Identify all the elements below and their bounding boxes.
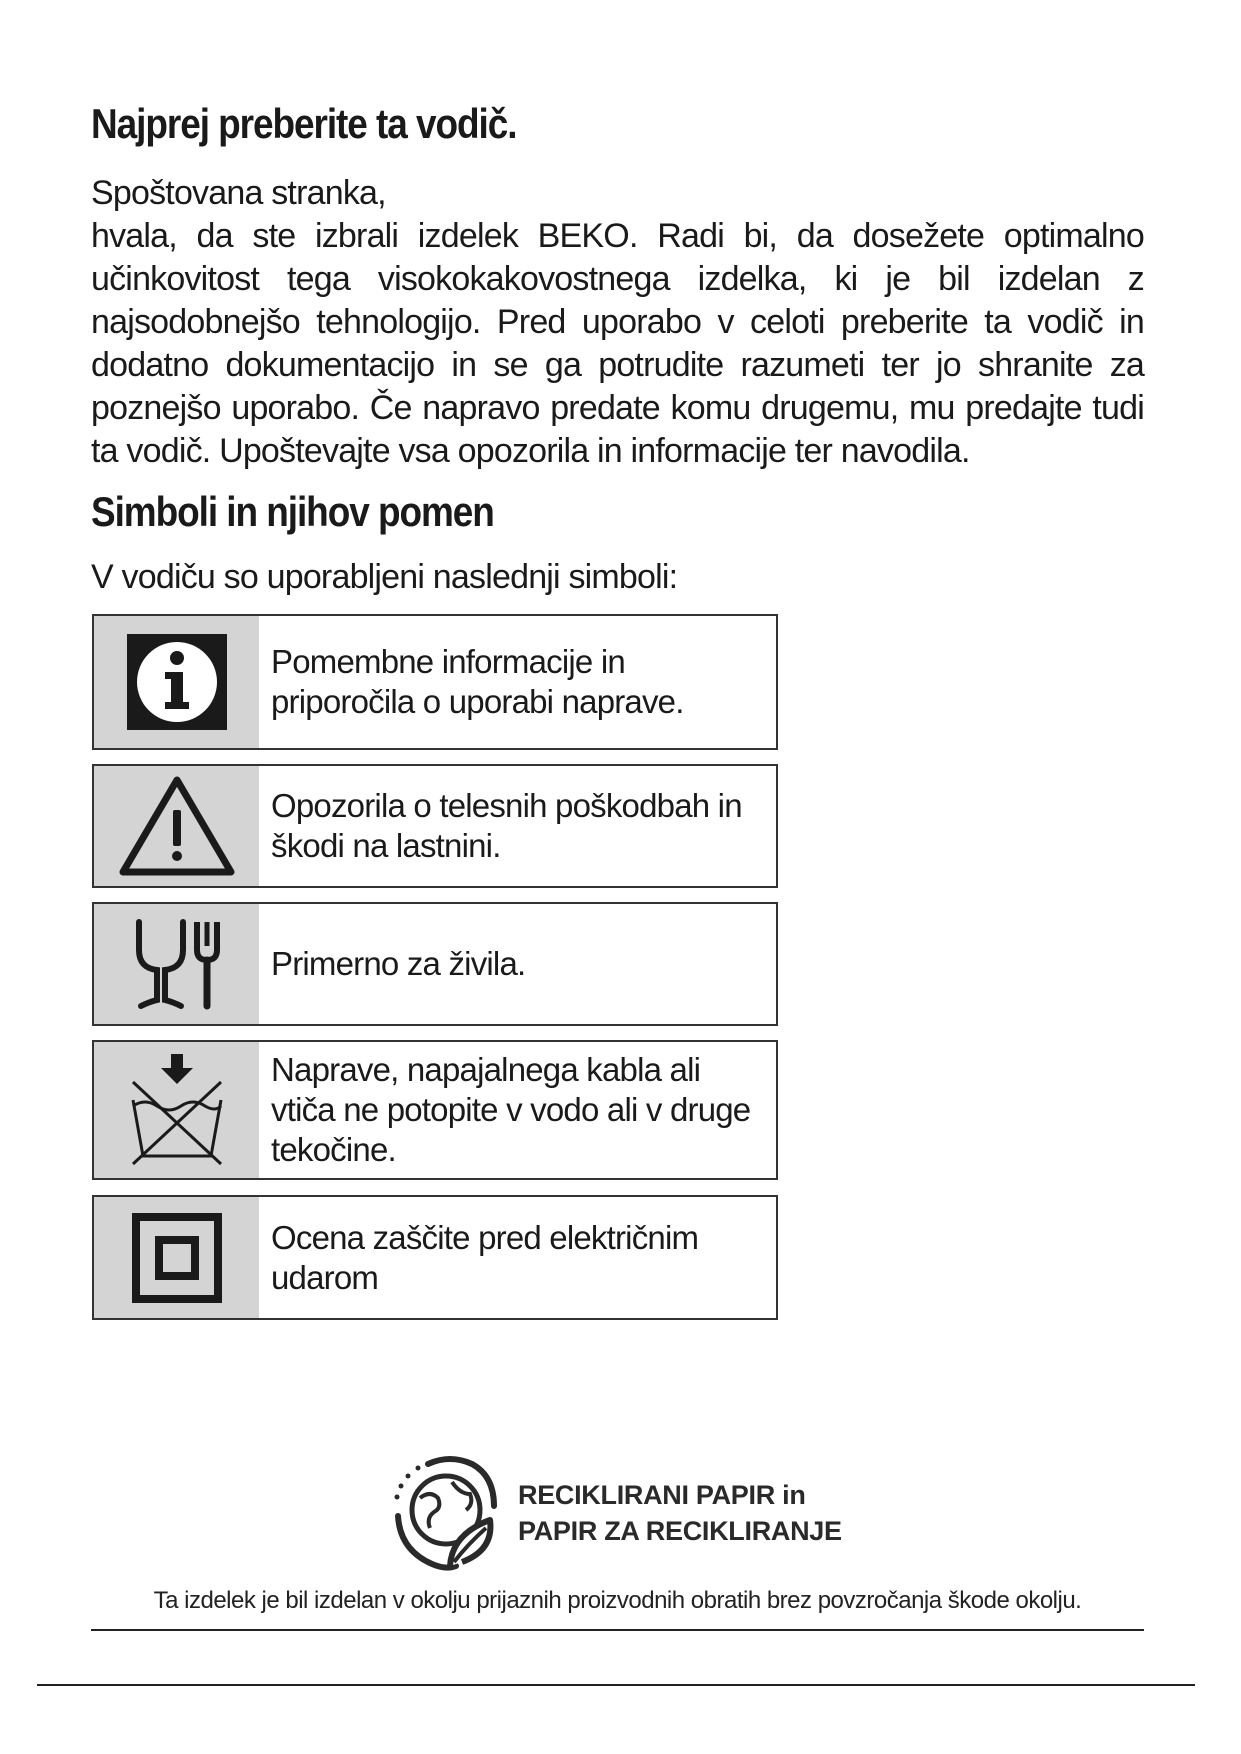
double-insulation-icon [94,1197,259,1318]
food-safe-icon [94,904,259,1024]
recycled-paper-label [518,1477,842,1549]
symbol-description: Primerno za živila. [271,945,526,982]
recycled-paper-line2: PAPIR ZA RECIKLIRANJE [518,1516,842,1546]
symbol-description: Naprave, napajalnega kabla ali vtiča ne potopite v vodo ali v druge tekočine. [271,1051,751,1168]
environment-note: Ta izdelek je bil izdelan v okolju prijaznih proizvodnih obratih brez povzročanja škode okolju. [153,1587,1082,1614]
symbol-row [92,614,778,750]
recycled-paper-logo [390,1448,850,1578]
symbol-row [92,1195,778,1320]
symbol-description: Ocena zaščite pred električnim udarom [271,1218,699,1296]
page-title: Najprej preberite ta vodič. [91,100,517,147]
divider [37,1684,1195,1686]
symbol-description: Opozorila o telesnih poškodbah in škodi na lastnini. [271,787,742,864]
recycled-paper-icon [390,1454,502,1572]
intro-paragraph: hvala, da ste izbrali izdelek BEKO. Radi bi, da dosežete optimalno učinkovitost tega visokokakovostnega izdelka, ki je bil izdelan z najsodobnejšo tehnologijo. Pred uporabo v celoti preberite ta vodič in dodatno dokumentacijo in se ga potrudite razumeti ter jo shranite za poznejšo uporabo. Če napravo predate komu drugemu, mu predajte tudi ta vodič. Upoštevajte vsa opozorila in informacije ter navodila. [91,217,1144,470]
symbol-row [92,1040,778,1180]
do-not-immerse-icon [94,1042,259,1178]
warning-triangle-icon [94,766,259,886]
symbol-row [92,764,778,888]
symbol-description: Pomembne informacije in priporočila o uporabi naprave. [271,643,684,720]
info-icon [94,616,259,748]
greeting: Spoštovana stranka, [91,174,386,212]
recycled-paper-line1: RECIKLIRANI PAPIR in [518,1480,806,1510]
intro-text [91,172,1144,473]
section-title-symbols: Simboli in njihov pomen [91,488,494,535]
symbol-row [92,902,778,1026]
divider [91,1629,1144,1631]
symbols-intro: V vodiču so uporabljeni naslednji simboli: [91,558,678,596]
